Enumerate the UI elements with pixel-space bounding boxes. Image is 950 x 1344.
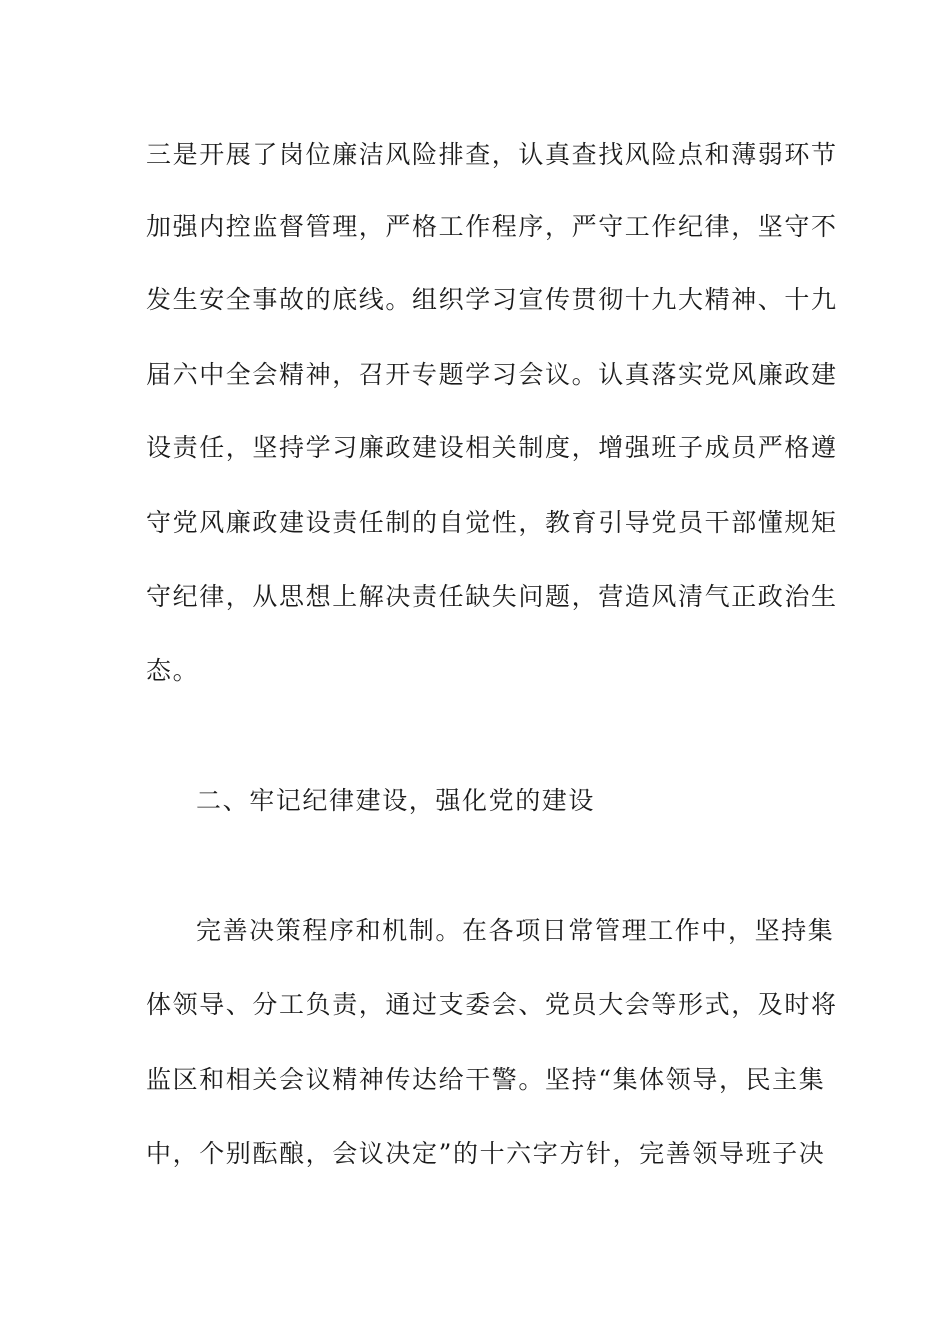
paragraph-line: 守纪律，从思想上解决责任缺失问题，营造风清气正政治生 (146, 582, 838, 611)
paragraph-line: 守党风廉政建设责任制的自觉性，教育引导党员干部懂规矩 (146, 508, 838, 537)
paragraph-line: 监区和相关会议精神传达给干警。坚持“集体领导，民主集 (146, 1065, 826, 1094)
paragraph-line: 完善决策程序和机制。在各项日常管理工作中，坚持集 (196, 916, 835, 945)
paragraph-line: 届六中全会精神，召开专题学习会议。认真落实党风廉政建 (146, 360, 838, 389)
paragraph-line: 体领导、分工负责，通过支委会、党员大会等形式，及时将 (146, 990, 838, 1019)
paragraph-line: 加强内控监督管理，严格工作程序，严守工作纪律，坚守不 (146, 212, 838, 241)
section-heading: 二、牢记纪律建设，强化党的建设 (196, 786, 596, 815)
paragraph-line: 发生安全事故的底线。组织学习宣传贯彻十九大精神、十九 (146, 285, 838, 314)
paragraph-line: 态。 (146, 656, 200, 685)
paragraph-line: 中，个别酝酿，会议决定”的十六字方针，完善领导班子决 (146, 1139, 826, 1168)
paragraph-line: 三是开展了岗位廉洁风险排查，认真查找风险点和薄弱环节 (146, 140, 838, 169)
paragraph-line: 设责任，坚持学习廉政建设相关制度，增强班子成员严格遵 (146, 433, 838, 462)
